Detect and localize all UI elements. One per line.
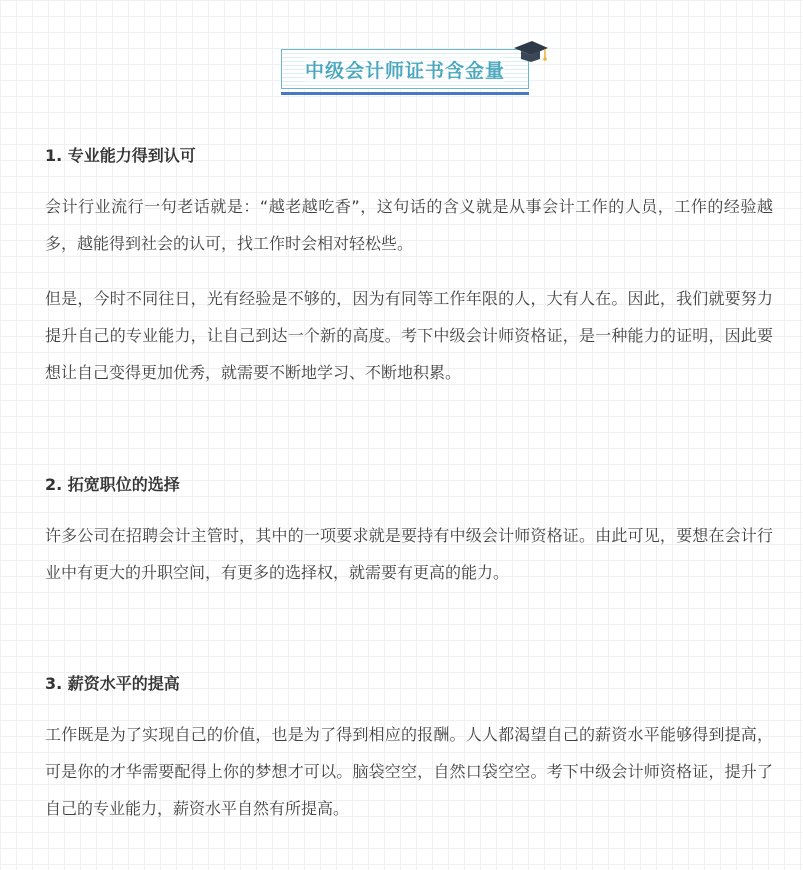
graduation-cap-icon [512, 38, 550, 66]
section-heading-3: 3. 薪资水平的提高 [45, 674, 180, 693]
section-1-paragraph-2: 但是，今时不同往日，光有经验是不够的，因为有同等工作年限的人，大有人在。因此，我们就要努力提升自己的专业能力，让自己到达一个新的高度。考下中级会计师资格证，是一种能力的证明，因此要想让自己变得更加优秀，就需要不断地学习、不断地积累。 [45, 289, 773, 382]
page-title: 中级会计师证书含金量 [305, 56, 505, 83]
section-heading-1: 1. 专业能力得到认可 [45, 146, 196, 165]
section-1-paragraph-1: 会计行业流行一句老话就是：“越老越吃香”，这句话的含义就是从事会计工作的人员，工作的经验越多，越能得到社会的认可，找工作时会相对轻松些。 [45, 197, 773, 253]
title-banner [281, 49, 529, 95]
title-underline [281, 92, 529, 95]
title-box [281, 49, 529, 89]
section-3-paragraph-1: 工作既是为了实现自己的价值，也是为了得到相应的报酬。人人都渴望自己的薪资水平能够得到提高，可是你的才华需要配得上你的梦想才可以。脑袋空空，自然口袋空空。考下中级会计师资格证，提升了自己的专业能力，薪资水平自然有所提高。 [45, 725, 773, 818]
section-2-paragraph-1: 许多公司在招聘会计主管时，其中的一项要求就是要持有中级会计师资格证。由此可见，要想在会计行业中有更大的升职空间，有更多的选择权，就需要有更高的能力。 [45, 526, 773, 582]
section-heading-2: 2. 拓宽职位的选择 [45, 475, 180, 494]
